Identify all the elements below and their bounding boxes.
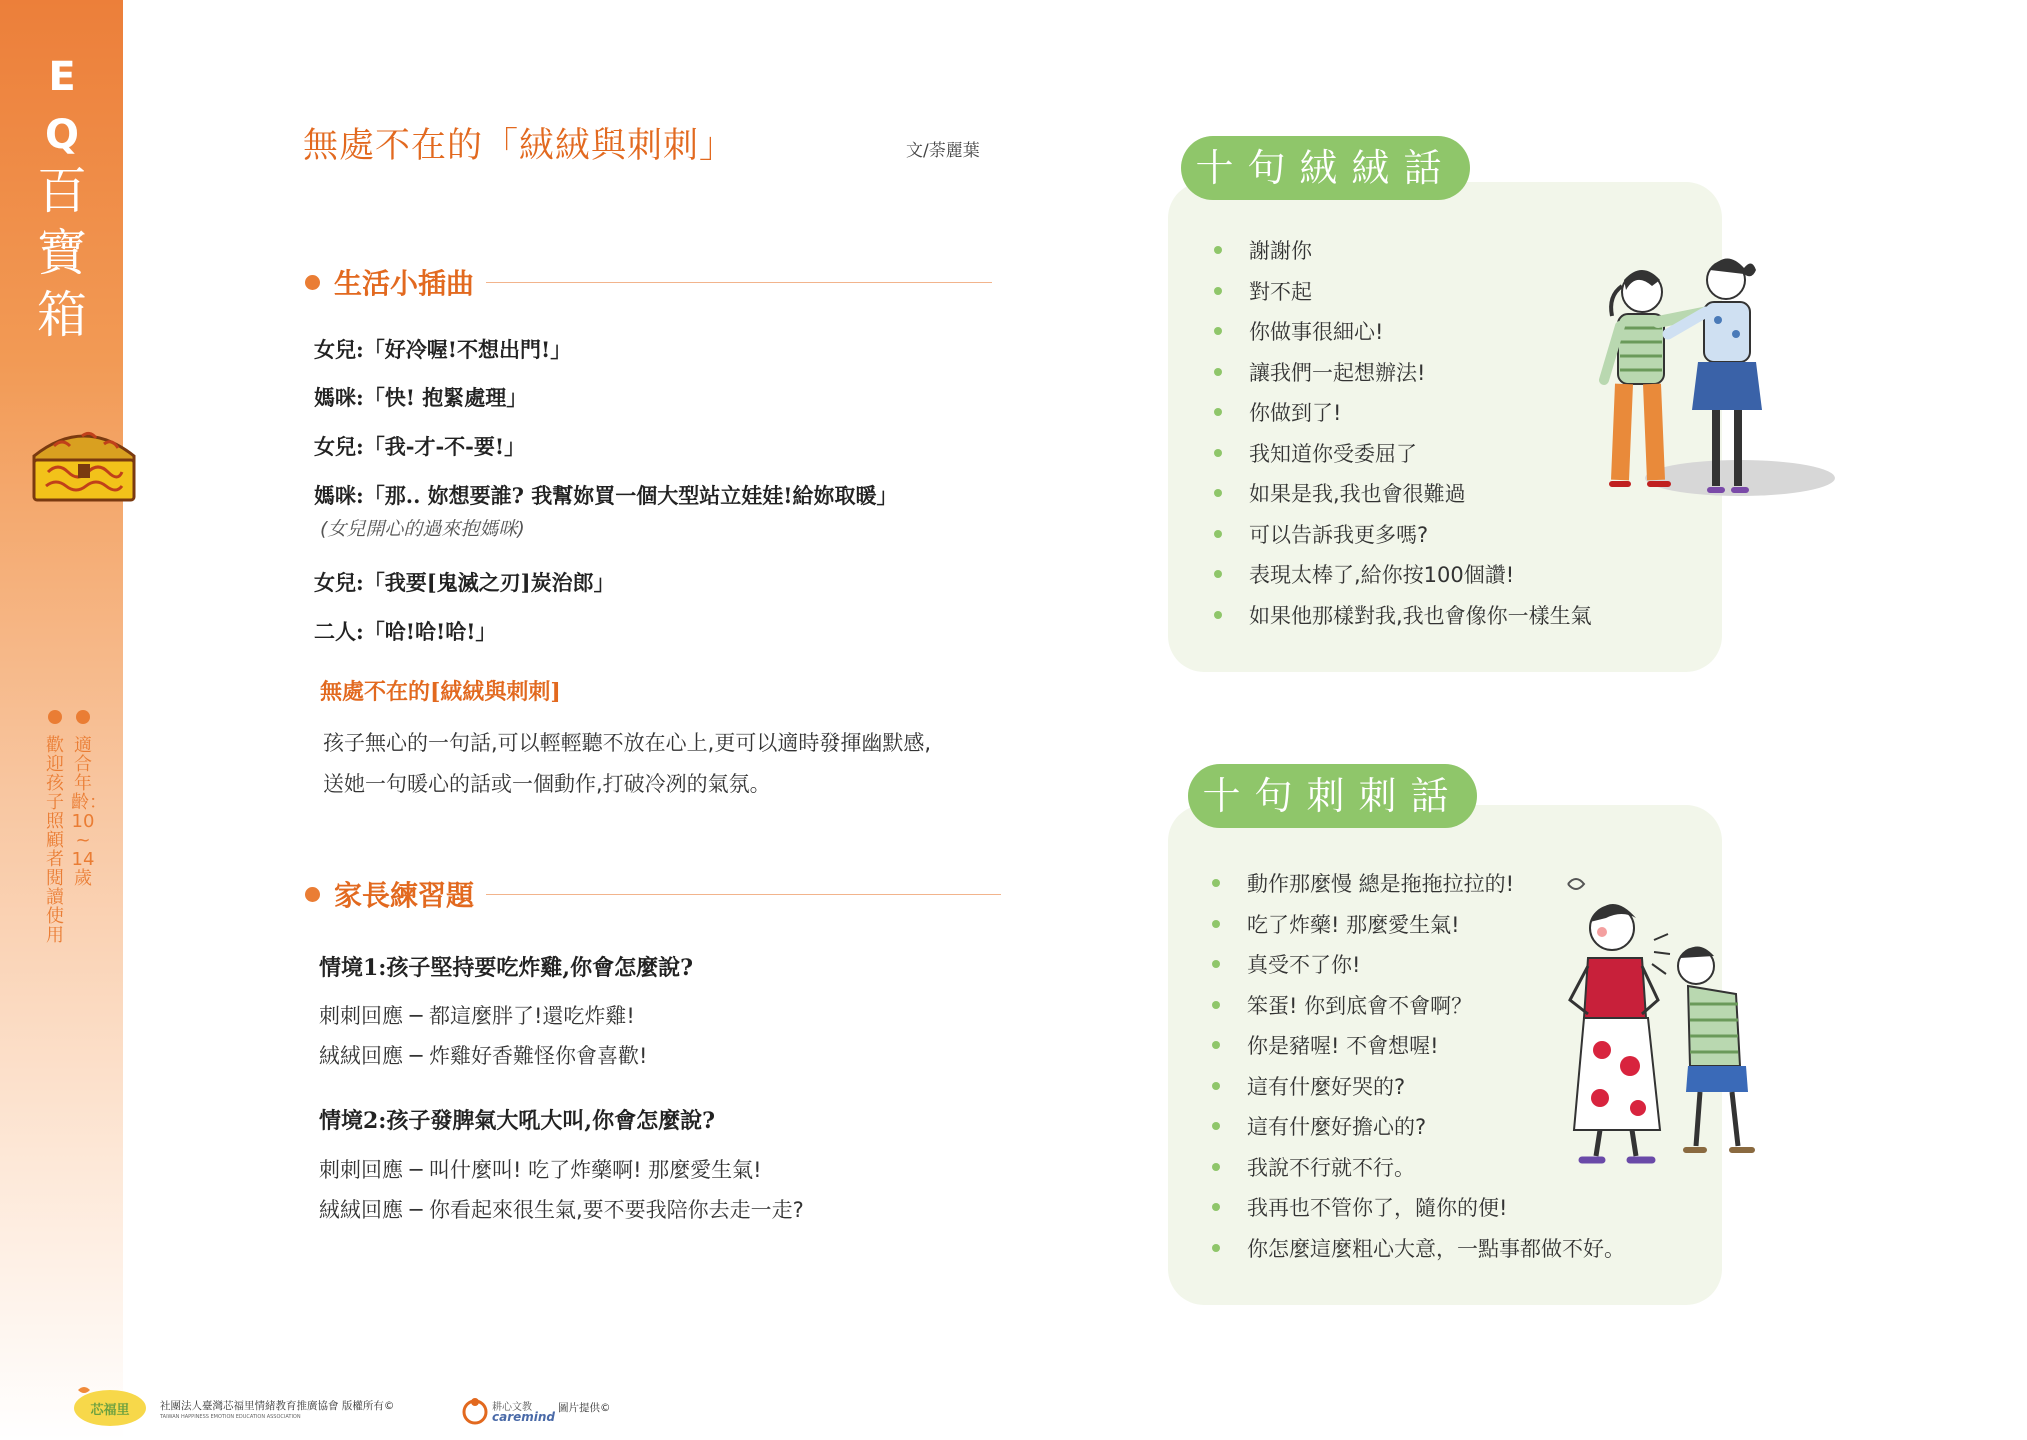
dialogue-line: 女兒:「我要[鬼滅之刃]炭治郎」: [314, 570, 615, 595]
list-item-text: 我說不行就不行。: [1247, 1155, 1415, 1180]
list-item-text: 我再也不管你了，隨你的便!: [1247, 1196, 1508, 1221]
bullet-dot: [1212, 1082, 1220, 1090]
series-title-char: 寶: [37, 224, 87, 282]
heading-dot: [305, 275, 320, 290]
list-item: [1212, 1187, 1625, 1228]
dialogue-line: 女兒:「好冷喔!不想出門!」: [314, 337, 572, 362]
list-item: [1214, 554, 1592, 595]
bullet-dot: [1212, 1203, 1220, 1211]
situation-question: 情境1:孩子堅持要吃炸雞,你會怎麼說?: [319, 955, 693, 981]
org-logo: [70, 1382, 150, 1430]
list-item-text: 真受不了你!: [1247, 953, 1361, 978]
prickly-words-title: 十句刺刺話: [1188, 764, 1477, 828]
bullet-dot: [1214, 449, 1222, 457]
exercise-heading-text: 家長練習題: [334, 879, 475, 912]
heading-dot: [305, 887, 320, 902]
bullet-dot: [1214, 368, 1222, 376]
prickly-response: 刺刺回應 ─ 都這麼胖了!還吃炸雞!: [319, 1004, 635, 1028]
audience-label: 歡迎孩子照顧者閱讀使用: [46, 735, 64, 946]
list-item-text: 笨蛋! 你到底會不會啊？: [1247, 993, 1473, 1018]
eq-letter: E: [48, 54, 76, 100]
fuzzy-words-title: 十句絨絨話: [1181, 136, 1470, 200]
list-item-text: 讓我們一起想辦法!: [1249, 360, 1426, 385]
episode-heading-text: 生活小插曲: [334, 267, 475, 300]
bullet-dot: [1214, 570, 1222, 578]
list-item-text: 吃了炸藥! 那麼愛生氣!: [1247, 912, 1460, 937]
treasure-chest-icon: [28, 422, 140, 504]
bullet-dot: [48, 710, 62, 724]
exercise-heading: [305, 874, 1001, 914]
bullet-dot: [1212, 920, 1220, 928]
org-logo-text: 芯福里: [90, 1403, 130, 1418]
bullet-dot: [1214, 489, 1222, 497]
bullet-dot: [1214, 530, 1222, 538]
list-item-text: 你做事很細心!: [1249, 320, 1384, 345]
page-title: 無處不在的「絨絨與刺刺」: [303, 126, 736, 166]
bullet-dot: [1212, 1163, 1220, 1171]
heading-divider: [486, 282, 992, 283]
image-credit: 圖片提供©: [558, 1402, 611, 1414]
eq-letter: Q: [44, 112, 79, 158]
org-english-name: TAIWAN HAPPINESS EMOTION EDUCATION ASSOCIATION: [160, 1414, 301, 1420]
bullet-dot: [1212, 1244, 1220, 1252]
sidebar-eq-title: [40, 48, 84, 164]
hugging-girls-illustration: [1540, 250, 1840, 530]
list-item-text: 對不起: [1249, 279, 1312, 304]
list-item: [1214, 271, 1592, 312]
list-item-text: 你做到了!: [1249, 401, 1342, 426]
list-item-text: 你是豬喔! 不會想喔!: [1247, 1034, 1439, 1059]
list-item: [1214, 514, 1592, 555]
list-item-text: 這有什麼好擔心的?: [1247, 1115, 1427, 1140]
author-credit: 文/荼麗葉: [906, 141, 980, 161]
bullet-dot: [1212, 879, 1220, 887]
list-item-text: 你怎麼這麼粗心大意，一點事都做不好。: [1247, 1236, 1625, 1261]
bullet-dot: [1212, 1122, 1220, 1130]
fuzzy-response: 絨絨回應 ─ 你看起來很生氣,要不要我陪你去走一走?: [319, 1198, 804, 1222]
bullet-dot: [1214, 408, 1222, 416]
list-item: [1214, 352, 1592, 393]
list-item: [1214, 311, 1592, 352]
episode-paragraph-line: 孩子無心的一句話,可以輕輕聽不放在心上,更可以適時發揮幽默感,: [323, 731, 932, 755]
list-item-text: 我知道你受委屈了: [1249, 441, 1417, 466]
age-column: [71, 710, 107, 889]
dialogue-line: 二人:「哈!哈!哈!」: [314, 619, 497, 644]
bullet-dot: [1212, 1001, 1220, 1009]
scolding-mother-illustration: [1550, 870, 1790, 1170]
bullet-dot: [1214, 611, 1222, 619]
list-item-text: 如果他那樣對我,我也會像你一樣生氣: [1249, 603, 1592, 628]
list-item: [1214, 473, 1592, 514]
caremind-brand-en: caremind: [492, 1410, 556, 1424]
list-item-text: 表現太棒了,給你按100個讚!: [1249, 563, 1515, 588]
list-item: [1214, 392, 1592, 433]
audience-column: [43, 710, 67, 945]
bullet-dot: [76, 710, 90, 724]
sidebar-series-title: [34, 160, 90, 346]
dialogue-line: 媽咪:「快! 抱緊處理」: [314, 385, 528, 410]
list-item-text: 動作那麼慢 總是拖拖拉拉的!: [1247, 872, 1515, 897]
list-item: [1212, 1228, 1625, 1269]
copyright-text: 社團法人臺灣芯福里情緒教育推廣協會 版權所有©: [160, 1400, 395, 1412]
list-item-text: 如果是我,我也會很難過: [1249, 482, 1466, 507]
fuzzy-words-list: [1214, 230, 1592, 635]
bullet-dot: [1214, 327, 1222, 335]
list-item-text: 謝謝你: [1249, 239, 1312, 264]
list-item-text: 這有什麼好哭的?: [1247, 1074, 1406, 1099]
age-label: 適合年齡：10~14歲: [71, 735, 107, 889]
bullet-dot: [1214, 287, 1222, 295]
list-item: [1214, 595, 1592, 636]
episode-paragraph-line: 送她一句暖心的話或一個動作,打破冷冽的氣氛。: [323, 772, 771, 796]
sidebar: [0, 0, 123, 1440]
bullet-dot: [1212, 1041, 1220, 1049]
series-title-char: 箱: [37, 286, 87, 344]
episode-heading: [305, 262, 992, 302]
situation-question: 情境2:孩子發脾氣大吼大叫,你會怎麼說?: [319, 1108, 715, 1134]
dialogue-line: 女兒:「我-才-不-要!」: [314, 434, 526, 459]
caremind-logo-icon: [462, 1396, 488, 1426]
steam-icon: [1568, 879, 1584, 889]
series-title-char: 百: [37, 162, 87, 220]
bullet-dot: [1214, 246, 1222, 254]
caremind-brand-cn: 耕心文教: [492, 1402, 532, 1413]
prickly-response: 刺刺回應 ─ 叫什麼叫! 吃了炸藥啊! 那麼愛生氣!: [319, 1158, 762, 1182]
list-item-text: 可以告訴我更多嗎?: [1249, 522, 1429, 547]
stage-direction: (女兒開心的過來抱媽咪): [320, 518, 525, 540]
fuzzy-response: 絨絨回應 ─ 炸雞好香難怪你會喜歡!: [319, 1044, 648, 1068]
heading-divider: [486, 894, 1001, 895]
bullet-dot: [1212, 960, 1220, 968]
dialogue-line: 媽咪:「那.. 妳想要誰? 我幫妳買一個大型站立娃娃!給妳取暖」: [314, 483, 898, 508]
list-item: [1214, 230, 1592, 271]
episode-subtitle: 無處不在的[絨絨與刺刺]: [320, 679, 561, 705]
list-item: [1214, 433, 1592, 474]
